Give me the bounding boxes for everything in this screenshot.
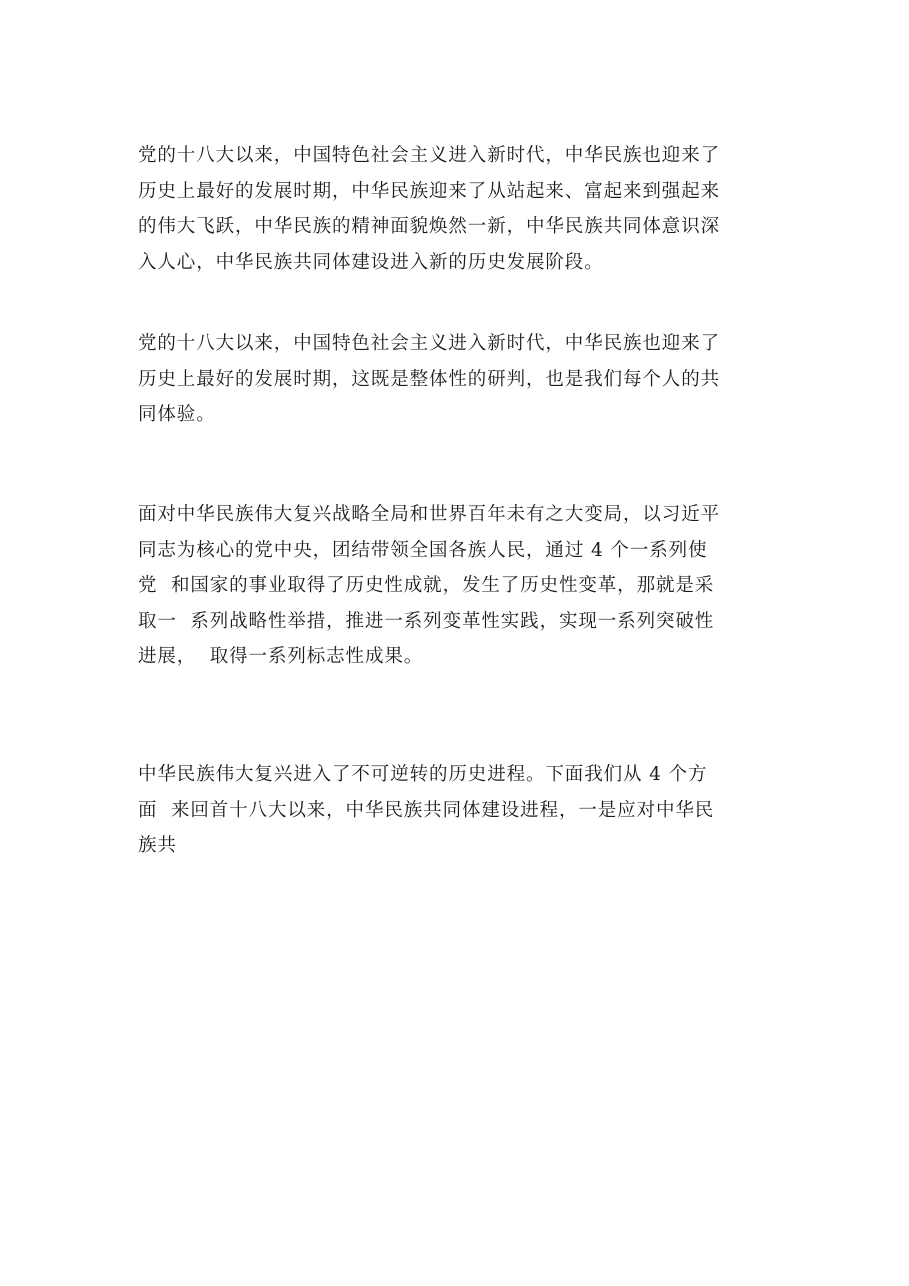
paragraph-line: 历史上最好的发展时期，这既是整体性的研判，也是我们每个人的共 (138, 368, 721, 390)
paragraph-line: 历史上最好的发展时期，中华民族迎来了从站起来、富起来到强起来 (138, 180, 721, 202)
paragraph-line: 中华民族伟大复兴进入了不可逆转的历史进程。下面我们从 4 个方 (138, 764, 708, 785)
paragraph-line: 族共 (138, 835, 177, 856)
paragraph-line: 进展， 取得一系列标志性成果。 (138, 646, 424, 667)
paragraph-line: 党的十八大以来，中国特色社会主义进入新时代，中华民族也迎来了 (138, 145, 721, 166)
paragraph-line: 同体验。 (138, 404, 216, 425)
paragraph-3 (138, 497, 788, 675)
paragraph-line: 同志为核心的党中央，团结带领全国各族人民，通过 4 个一系列使 (138, 539, 708, 561)
paragraph-line: 的伟大飞跃，中华民族的精神面貌焕然一新，中华民族共同体意识深 (138, 216, 721, 237)
paragraph-2 (138, 326, 788, 433)
paragraph-line: 面 来回首十八大以来，中华民族共同体建设进程，一是应对中华民 (138, 799, 715, 821)
paragraph-line: 取一 系列战略性举措，推进一系列变革性实践，实现一系列突破性 (138, 610, 715, 632)
paragraph-1 (138, 138, 788, 280)
paragraph-line: 党 和国家的事业取得了历史性成就，发生了历史性变革，那就是采 (138, 575, 715, 596)
paragraph-4 (138, 757, 788, 864)
paragraph-line: 入人心，中华民族共同体建设进入新的历史发展阶段。 (138, 251, 604, 273)
paragraph-line: 面对中华民族伟大复兴战略全局和世界百年未有之大变局，以习近平 (138, 504, 721, 525)
paragraph-line: 党的十八大以来，中国特色社会主义进入新时代，中华民族也迎来了 (138, 333, 721, 354)
